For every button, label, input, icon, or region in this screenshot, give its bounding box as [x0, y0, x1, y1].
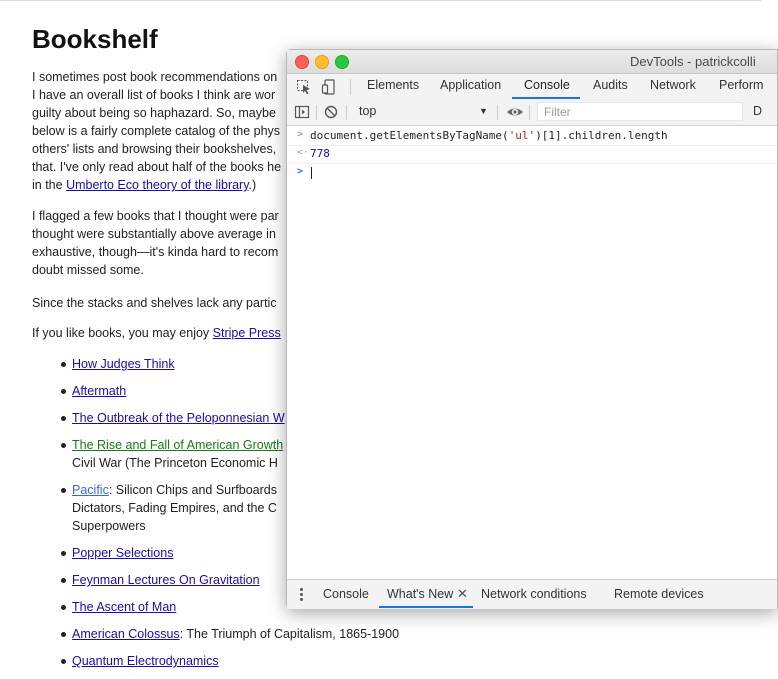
flag-line: exhaustive, though—it's kinda hard to recom — [32, 245, 279, 259]
book-link[interactable]: The Ascent of Man — [72, 600, 177, 614]
console-prompt-row[interactable] — [287, 164, 777, 182]
show-sidebar-icon[interactable] — [294, 104, 310, 120]
live-expression-eye-icon[interactable] — [506, 104, 522, 120]
tab-application[interactable]: Application — [440, 78, 502, 92]
stacks-text: Since the stacks and shelves lack any partic — [32, 296, 277, 310]
list-item — [32, 652, 672, 670]
tabbar-separator — [350, 79, 351, 95]
close-tab-icon[interactable]: ✕ — [457, 586, 468, 601]
drawer-tabbar — [287, 579, 777, 609]
tab-network[interactable]: Network — [650, 78, 696, 92]
console-command — [310, 129, 668, 142]
context-selector[interactable]: top — [359, 104, 377, 118]
inspect-element-icon[interactable] — [295, 78, 313, 96]
zoom-window-button[interactable] — [335, 55, 349, 69]
tab-elements[interactable]: Elements — [367, 78, 420, 92]
active-tab-indicator — [512, 97, 580, 99]
active-drawer-tab-indicator — [379, 606, 473, 608]
book-link[interactable]: The Outbreak of the Peloponnesian W — [72, 411, 285, 425]
umberto-eco-link[interactable]: Umberto Eco theory of the library — [66, 178, 249, 192]
flag-line: thought were substantially above average in — [32, 227, 276, 241]
input-chevron-icon: > — [297, 129, 304, 140]
devtools-window — [286, 49, 778, 609]
log-levels-dropdown[interactable]: D — [753, 104, 763, 118]
book-subtitle: : Silicon Chips and Surfboards — [108, 483, 277, 497]
toolbar-separator — [316, 105, 317, 120]
text-caret — [311, 167, 312, 179]
book-link[interactable]: Feynman Lectures On Gravitation — [72, 573, 260, 587]
drawer-tab-network-conditions[interactable]: Network conditions — [481, 587, 587, 601]
devtools-titlebar[interactable] — [287, 50, 777, 74]
close-window-button[interactable] — [295, 55, 309, 69]
book-link[interactable]: American Colossus — [72, 627, 180, 641]
book-link[interactable]: Aftermath — [72, 384, 127, 398]
book-subtitle: : The Triumph of Capitalism, 1865-1900 — [179, 627, 400, 641]
drawer-tab-remote-devices[interactable]: Remote devices — [614, 587, 704, 601]
drawer-tab-whats-new[interactable]: What's New — [387, 587, 454, 601]
window-top-border — [0, 0, 761, 1]
book-link[interactable]: Quantum Electrodynamics — [72, 654, 219, 668]
console-output[interactable] — [287, 126, 777, 578]
more-menu-icon[interactable] — [300, 588, 303, 602]
prompt-chevron-icon: > — [297, 166, 304, 177]
toolbar-separator — [346, 105, 347, 120]
command-code: document.getElementsByTagName( — [310, 129, 509, 142]
tab-audits[interactable]: Audits — [593, 78, 628, 92]
minimize-window-button[interactable] — [315, 55, 329, 69]
flag-line: doubt missed some. — [32, 263, 144, 277]
console-result: 778 — [310, 147, 330, 160]
tab-console[interactable]: Console — [524, 78, 570, 92]
book-subtitle: Superpowers — [72, 519, 146, 533]
command-string: 'ul' — [508, 129, 536, 142]
flag-line: I flagged a few books that I thought were par — [32, 209, 279, 223]
result-arrow-icon: <· — [297, 147, 310, 158]
page-title: Bookshelf — [32, 24, 158, 54]
device-toolbar-icon[interactable] — [321, 78, 339, 96]
command-code: )[1].children.length — [535, 129, 668, 142]
intro-line: guilty about being so haphazard. So, maybe — [32, 106, 276, 120]
intro-last-suffix: .) — [248, 178, 257, 192]
book-subtitle: Dictators, Fading Empires, and the C — [72, 501, 277, 515]
intro-line: others' lists and browsing their bookshelves, — [32, 142, 277, 156]
window-title: DevTools - patrickcolli — [630, 54, 756, 69]
book-link[interactable]: Popper Selections — [72, 546, 174, 560]
book-link[interactable]: Pacific — [72, 483, 109, 497]
enjoy-prefix: If you like books, you may enjoy — [32, 326, 213, 340]
toolbar-separator — [497, 105, 498, 120]
clear-console-icon[interactable] — [323, 104, 339, 120]
console-command-row — [287, 127, 777, 146]
intro-line: that. I've only read about half of the books he — [32, 160, 282, 174]
drawer-tab-console[interactable]: Console — [323, 587, 369, 601]
intro-line: below is a fairly complete catalog of the phys — [32, 124, 281, 138]
intro-line: I have an overall list of books I think are wor — [32, 88, 276, 102]
intro-line: I sometimes post book recommendations on — [32, 70, 278, 84]
list-item — [32, 625, 672, 643]
intro-last-prefix: in the — [32, 178, 67, 192]
book-link[interactable]: How Judges Think — [72, 357, 175, 371]
console-result-row — [287, 145, 777, 164]
console-toolbar — [287, 100, 777, 126]
dropdown-arrow-icon[interactable]: ▼ — [479, 106, 488, 116]
tab-performance[interactable]: Perform — [719, 78, 764, 92]
book-line — [72, 625, 672, 643]
filter-input[interactable] — [537, 102, 743, 121]
book-subtitle: Civil War (The Princeton Economic H — [72, 456, 278, 470]
book-link[interactable]: The Rise and Fall of American Growth — [72, 438, 284, 452]
toolbar-separator — [529, 105, 530, 120]
stripe-press-link[interactable]: Stripe Press — [212, 326, 281, 340]
